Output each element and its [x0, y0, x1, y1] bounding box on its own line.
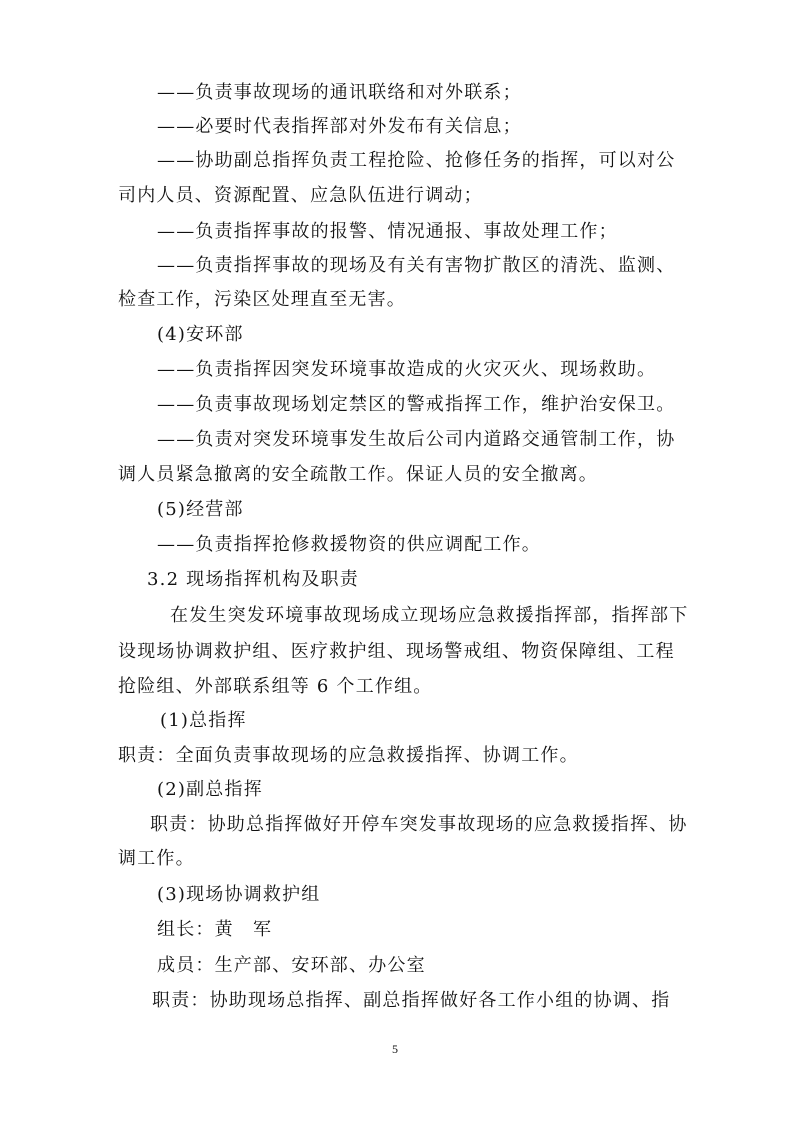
text-line: 司内人员、资源配置、应急队伍进行调动；: [118, 185, 483, 206]
text-line: ——负责指挥事故的现场及有关有害物扩散区的清洗、监测、: [157, 255, 676, 276]
text-line: (5)经营部: [157, 499, 244, 520]
text-line: (3)现场协调救护组: [157, 884, 321, 905]
text-line: 组长：黄 军: [157, 919, 273, 940]
text-line: 职责：协助现场总指挥、副总指挥做好各工作小组的协调、指: [152, 990, 671, 1011]
text-line: 设现场协调救护组、医疗救护组、现场警戒组、物资保障组、工程: [118, 641, 675, 662]
text-line: 检查工作，污染区处理直至无害。: [118, 289, 406, 310]
text-line: ——协助副总指挥负责工程抢险、抢修任务的指挥，可以对公: [157, 150, 676, 171]
text-line: 职责：协助总指挥做好开停车突发事故现场的应急救援指挥、协: [150, 814, 688, 835]
text-line: ——负责指挥因突发环境事故造成的火灾灭火、现场救助。: [157, 359, 657, 380]
text-line: ——负责指挥事故的报警、情况通报、事故处理工作；: [157, 221, 618, 242]
text-line: 成员：生产部、安环部、办公室: [157, 955, 426, 976]
text-line: 在发生突发环境事故现场成立现场应急救援指挥部，指挥部下: [170, 605, 689, 626]
text-line: ——负责事故现场的通讯联络和对外联系；: [157, 82, 522, 103]
text-line: ——必要时代表指挥部对外发布有关信息；: [157, 116, 522, 137]
text-line: ——负责对突发环境事发生故后公司内道路交通管制工作，协: [157, 429, 676, 450]
text-line: (1)总指挥: [160, 710, 247, 731]
text-line: 抢险组、外部联系组等 6 个工作组。: [118, 676, 433, 697]
text-line: 职责：全面负责事故现场的应急救援指挥、协调工作。: [118, 745, 579, 766]
text-line: (4)安环部: [157, 324, 244, 345]
text-line: (2)副总指挥: [157, 779, 263, 800]
text-line: 3.2 现场指挥机构及职责: [147, 569, 359, 590]
text-line: 调工作。: [118, 848, 195, 869]
text-line: ——负责指挥抢修救援物资的供应调配工作。: [157, 534, 541, 555]
text-line: 调人员紧急撤离的安全疏散工作。保证人员的安全撤离。: [118, 464, 598, 485]
text-line: ——负责事故现场划定禁区的警戒指挥工作，维护治安保卫。: [157, 394, 676, 415]
page-number: 5: [392, 1042, 398, 1056]
